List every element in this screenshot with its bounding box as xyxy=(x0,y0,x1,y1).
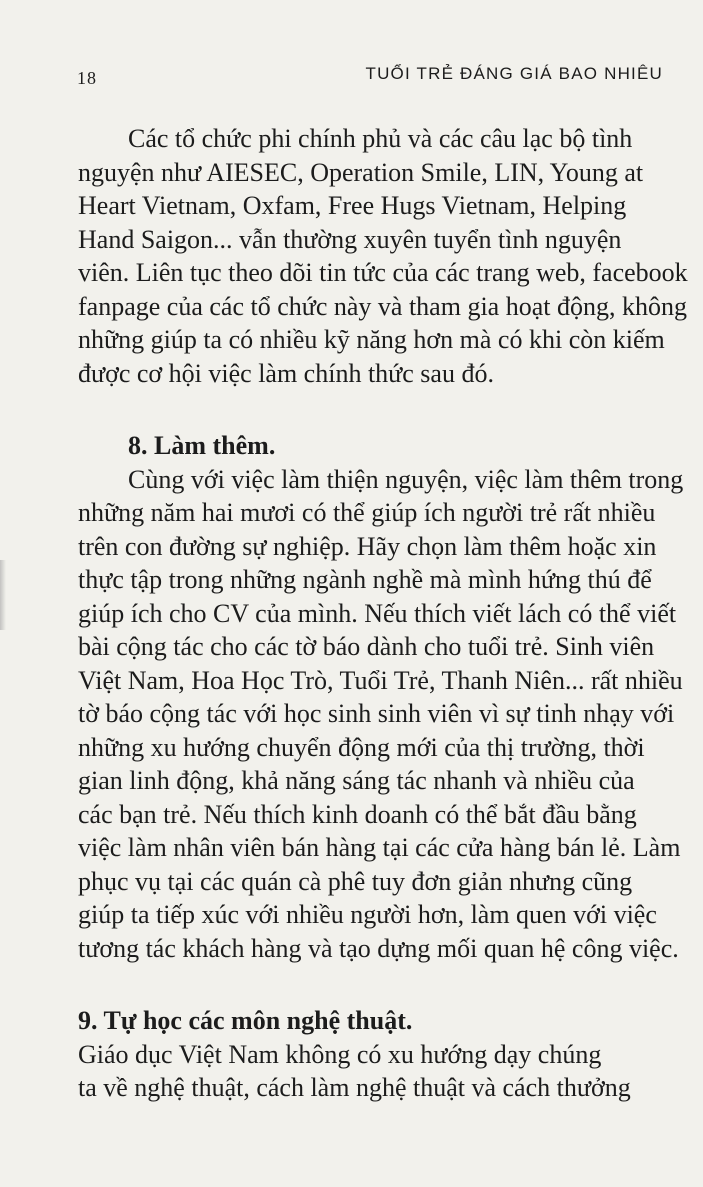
paragraph-line: bài cộng tác cho các tờ báo dành cho tuổi trẻ. Sinh viên xyxy=(78,632,655,661)
paragraph-line: Việt Nam, Hoa Học Trò, Tuổi Trẻ, Thanh Niên... rất nhiều xyxy=(78,666,683,695)
paragraph-line: nguyện như AIESEC, Operation Smile, LIN, Young at xyxy=(78,158,644,187)
page-number: 18 xyxy=(77,68,97,88)
paragraph-line: fanpage của các tổ chức này và tham gia hoạt động, không xyxy=(78,292,687,321)
paragraph-line: phục vụ tại các quán cà phê tuy đơn giản nhưng cũng xyxy=(78,867,633,896)
paragraph-line: được cơ hội việc làm chính thức sau đó. xyxy=(78,359,494,388)
paragraph-line: Các tổ chức phi chính phủ và các câu lạc bộ tình xyxy=(128,124,633,153)
paragraph-line: Cùng với việc làm thiện nguyện, việc làm thêm trong xyxy=(128,465,684,494)
paragraph-line: Hand Saigon... vẫn thường xuyên tuyển tình nguyện xyxy=(78,225,622,254)
paragraph-line: gian linh động, khả năng sáng tác nhanh và nhiều của xyxy=(78,766,635,795)
paragraph-line: việc làm nhân viên bán hàng tại các cửa hàng bán lẻ. Làm xyxy=(78,833,681,862)
paragraph-line: những xu hướng chuyển động mới của thị trường, thời xyxy=(78,733,645,762)
paragraph-line: những năm hai mươi có thể giúp ích người trẻ rất nhiều xyxy=(78,498,656,527)
paragraph-line: tờ báo cộng tác với học sinh sinh viên vì sự tinh nhạy với xyxy=(78,699,675,728)
paragraph-line: Heart Vietnam, Oxfam, Free Hugs Vietnam, Helping xyxy=(78,191,627,220)
section-heading: 8. Làm thêm. xyxy=(128,431,276,460)
paragraph-line: ta về nghệ thuật, cách làm nghệ thuật và cách thưởng xyxy=(78,1073,631,1102)
paragraph-line: giúp ích cho CV của mình. Nếu thích viết lách có thể viết xyxy=(78,599,677,628)
section-heading: 9. Tự học các môn nghệ thuật. xyxy=(78,1006,413,1035)
page-edge-shadow xyxy=(0,560,6,630)
paragraph-line: thực tập trong những ngành nghề mà mình hứng thú để xyxy=(78,565,652,594)
paragraph-line: trên con đường sự nghiệp. Hãy chọn làm thêm hoặc xin xyxy=(78,532,657,561)
paragraph-line: tương tác khách hàng và tạo dựng mối quan hệ công việc. xyxy=(78,934,679,963)
paragraph-line: Giáo dục Việt Nam không có xu hướng dạy chúng xyxy=(78,1040,602,1069)
paragraph-line: các bạn trẻ. Nếu thích kinh doanh có thể bắt đầu bằng xyxy=(78,800,637,829)
paragraph-line: những giúp ta có nhiều kỹ năng hơn mà có khi còn kiếm xyxy=(78,325,665,354)
paragraph-line: viên. Liên tục theo dõi tin tức của các trang web, facebook xyxy=(78,258,688,287)
paragraph-line: giúp ta tiếp xúc với nhiều người hơn, làm quen với việc xyxy=(78,900,657,929)
running-title: TUỔI TRẺ ĐÁNG GIÁ BAO NHIÊU xyxy=(365,64,663,83)
